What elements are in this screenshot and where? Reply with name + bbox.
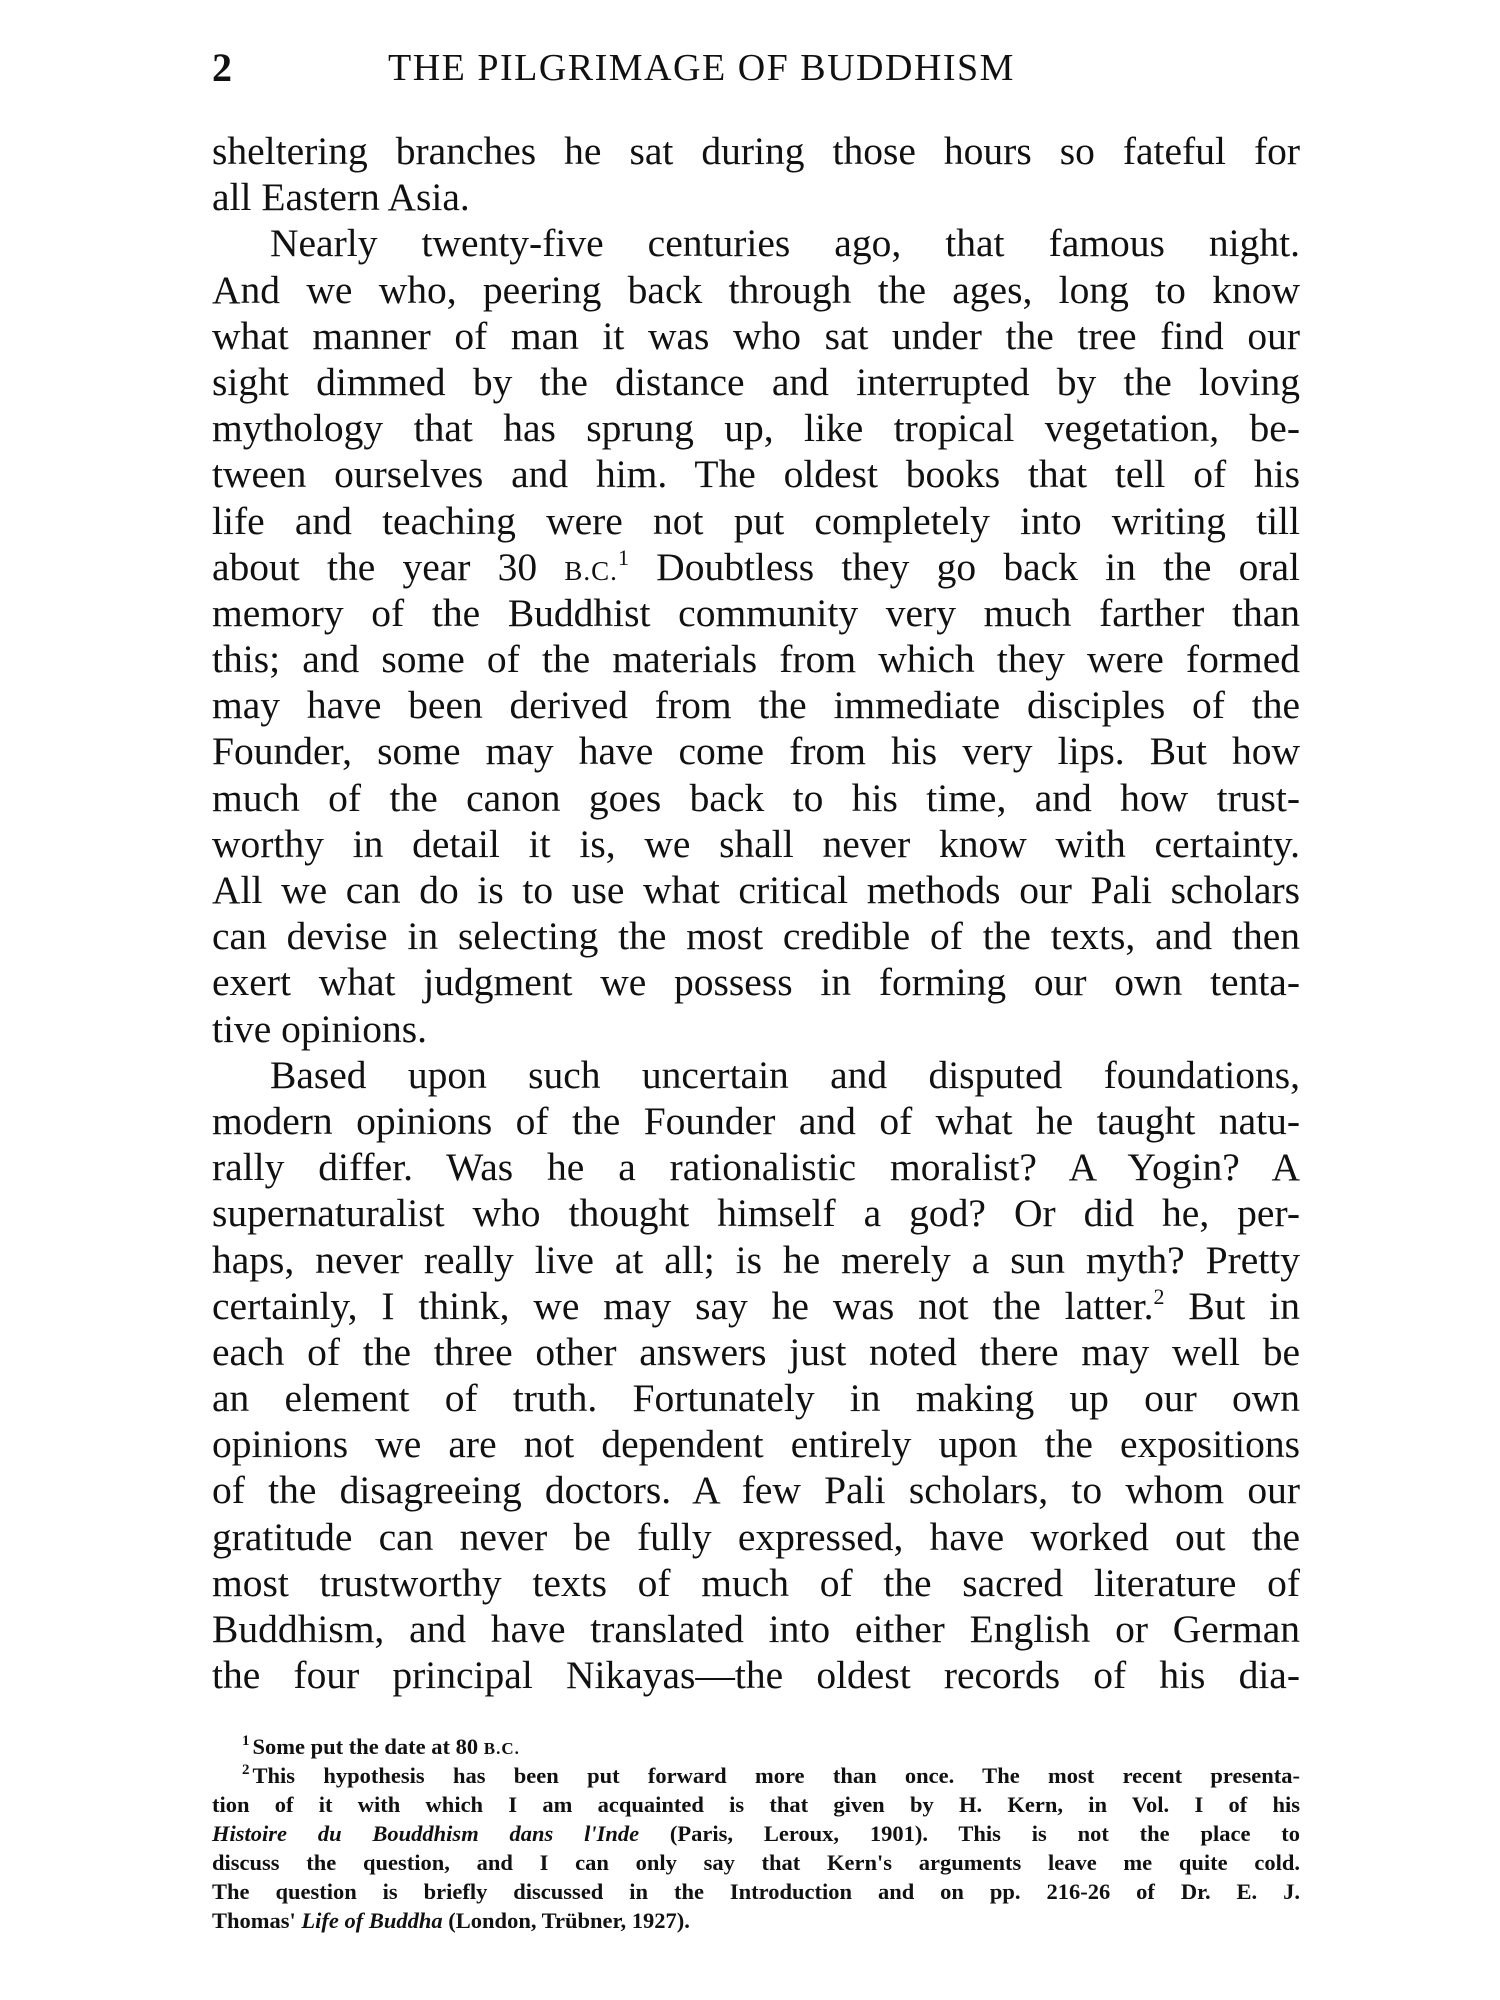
footnote-2 [212,1761,1300,1790]
text-segment: Doubtless they go back in the oral [628,544,1300,589]
text-line: most trustworthy texts of much of the sacred literature of [212,1560,1300,1605]
text-line: mythology that has sprung up, like tropical vegetation, be- [212,406,1300,451]
small-caps-abbreviation: B.C. [483,1739,520,1758]
footnote-1 [212,1732,1300,1761]
footnote-marker: 1 [242,1733,250,1749]
text-line: sheltering branches he sat during those hours so fateful for [212,129,1300,173]
text-line: supernaturalist who thought himself a god? Or did he, per- [212,1191,1300,1236]
footnote-text: (Paris, Leroux, 1901). This is not the place to [639,1821,1300,1846]
text-line: And we who, peering back through the ages, long to know [212,267,1300,312]
footnote-line: The question is briefly discussed in the Introduction and on pp. 216-26 of Dr. E. J. [212,1879,1300,1904]
text-line: an element of truth. Fortunately in making up our own [212,1376,1300,1421]
small-caps-abbreviation: B.C. [564,555,618,586]
footnote-text: (London, Trübner, 1927). [442,1908,690,1933]
text-segment: about the year 30 [212,544,565,589]
text-line: rally differ. Was he a rationalistic moralist? A Yogin? A [212,1145,1300,1190]
text-line: the four principal Nikayas—the oldest records of his dia- [212,1653,1300,1698]
text-line [212,1283,1300,1329]
text-line: tive opinions. [212,1006,428,1051]
text-line: each of the three other answers just noted there may well be [212,1329,1300,1374]
text-line: much of the canon goes back to his time, and how trust- [212,775,1300,820]
text-line: Nearly twenty-five centuries ago, that famous night. [270,221,1300,266]
text-line: can devise in selecting the most credible of the texts, and then [212,914,1300,959]
text-line: exert what judgment we possess in forming our own tenta- [212,960,1300,1005]
text-line: tween ourselves and him. The oldest books that tell of his [212,452,1300,497]
running-head [212,38,1302,98]
text-line: gratitude can never be fully expressed, have worked out the [212,1514,1300,1559]
footnote-reference: 2 [1153,1283,1165,1309]
footnote-marker: 2 [242,1762,250,1778]
footnote-line: discuss the question, and I can only say that Kern's arguments leave me quite cold. [212,1850,1300,1875]
footnote-line: tion of it with which I am acquainted is that given by H. Kern, in Vol. I of his [212,1792,1300,1817]
text-line: modern opinions of the Founder and of what he taught natu- [212,1098,1300,1143]
text-line: Buddhism, and have translated into either English or German [212,1607,1300,1651]
text-line: Based upon such uncertain and disputed foundations, [270,1052,1300,1097]
text-line: worthy in detail it is, we shall never know with certainty. [212,821,1300,866]
text-line: may have been derived from the immediate disciples of the [212,683,1300,728]
text-line: memory of the Buddhist community very much farther than [212,590,1300,635]
text-line: of the disagreeing doctors. A few Pali scholars, to whom our [212,1468,1300,1513]
footnotes [212,1732,1300,1935]
text-line: this; and some of the materials from which they were formed [212,637,1300,682]
text-line: haps, never really live at all; is he merely a sun myth? Pretty [212,1237,1300,1282]
text-line: All we can do is to use what critical methods our Pali scholars [212,868,1300,912]
text-segment: certainly, I think, we may say he was not the latter. [212,1283,1154,1328]
page-number: 2 [212,45,232,90]
text-segment: But in [1164,1283,1300,1328]
body-text [212,128,1300,1698]
text-line: life and teaching were not put completely into writing till [212,498,1300,543]
footnote-text: Some put the date at 80 [252,1734,484,1759]
text-line [212,544,1300,590]
text-line: opinions we are not dependent entirely upon the expositions [212,1422,1300,1467]
footnote-line [212,1906,1300,1935]
running-title: THE PILGRIMAGE OF BUDDHISM [388,47,1015,89]
book-title: Histoire du Bouddhism dans l'Inde [212,1821,640,1846]
footnote-text: Thomas' [212,1908,302,1933]
text-line: Founder, some may have come from his very lips. But how [212,729,1300,774]
book-title: Life of Buddha [301,1908,443,1933]
footnote-reference: 1 [617,544,629,570]
footnote-text: This hypothesis has been put forward more than once. The most recent presenta- [252,1763,1300,1788]
text-line: what manner of man it was who sat under the tree find our [212,313,1300,358]
footnote-line [212,1819,1300,1848]
text-line: all Eastern Asia. [212,175,470,220]
text-line: sight dimmed by the distance and interrupted by the loving [212,359,1300,404]
